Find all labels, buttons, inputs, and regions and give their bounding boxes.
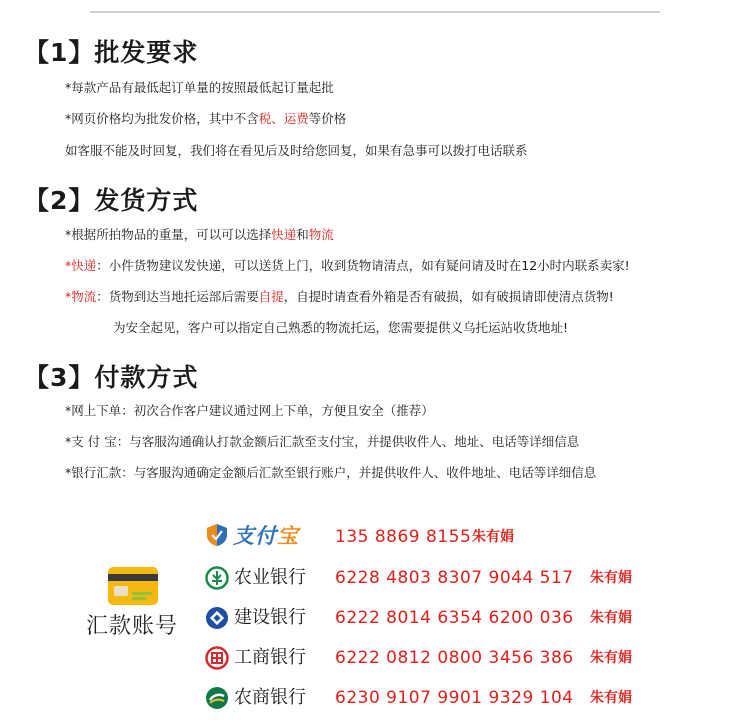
bank-account-number: 6222 8014 6354 6200 036: [335, 608, 574, 628]
bank-row-abc: [205, 563, 725, 593]
bank-account-number: 6228 4803 8307 9044 517: [335, 568, 574, 588]
alipay-logo-part: 支付: [233, 524, 277, 548]
alipay-logo-part: 宝: [277, 524, 299, 548]
remit-account-label: 汇款账号: [86, 614, 179, 639]
bank-name: 农业银行: [234, 567, 306, 588]
bank-name: 农商银行: [234, 687, 306, 708]
shipping-line-2: [65, 257, 630, 275]
shipping-line-4: [113, 319, 568, 337]
top-divider: [90, 11, 660, 13]
highlight-span: 税、运费: [258, 111, 309, 126]
text-span: *根据所拍物品的重量，可以可以选择: [65, 227, 272, 242]
text-span: ：小件货物建议发快递，可以送货上门，收到货物请清点，如有疑问请及时在12小时内联系卖家!: [96, 258, 630, 273]
text-span: *支 付 宝：与客服沟通确认打款金额后汇款至支付宝，并提供收件人、地址、电话等详细信息: [65, 434, 580, 449]
highlight-span: 物流: [308, 227, 334, 242]
text-span: *网上下单：初次合作客户建议通过网上下单，方便且安全（推荐）: [65, 403, 434, 418]
text-span: *银行汇款：与客服沟通确定金额后汇款至银行账户，并提供收件人、收件地址、电话等详细信息: [65, 465, 597, 480]
wholesale-line-2: [65, 110, 346, 128]
ccb-bank-icon: [205, 606, 229, 630]
bank-holder-name: 朱有娟: [590, 610, 632, 626]
text-span: *每款产品有最低起订单量的按照最低起订量起批: [65, 80, 334, 95]
rcb-bank-icon: [205, 686, 229, 710]
alipay-account-number: 135 8869 8155: [335, 527, 472, 547]
payment-line-2: [65, 433, 579, 451]
section-heading-wholesale: 【1】批发要求: [24, 38, 199, 67]
text-span: 和: [296, 227, 309, 242]
alipay-shield-icon: [205, 523, 229, 547]
highlight-span: 快递: [271, 227, 297, 242]
bank-row-ccb: [205, 603, 725, 633]
bank-holder-name: 朱有娟: [590, 690, 632, 706]
alipay-holder-name: 朱有娟: [472, 529, 514, 545]
highlight-span: 自提: [258, 289, 284, 304]
icbc-bank-icon: [205, 646, 229, 670]
bank-holder-name: 朱有娟: [590, 570, 632, 586]
section-heading-payment: 【3】付款方式: [24, 363, 199, 392]
bank-account-number: 6230 9107 9901 9329 104: [335, 688, 574, 708]
highlight-span: *快递: [65, 258, 97, 273]
wholesale-line-1: [65, 79, 334, 97]
bank-name: 建设银行: [234, 607, 306, 628]
bank-holder-name: 朱有娟: [590, 650, 632, 666]
bank-account-number: 6222 0812 0800 3456 386: [335, 648, 574, 668]
text-span: ，自提时请查看外箱是否有破损，如有破损请即使清点货物!: [283, 289, 614, 304]
bank-row-icbc: [205, 643, 725, 673]
payment-line-3: [65, 464, 596, 482]
alipay-logo-text: [233, 522, 299, 550]
section-heading-shipping: 【2】发货方式: [24, 186, 199, 215]
payment-line-1: [65, 402, 434, 420]
wholesale-line-3: [65, 142, 528, 160]
bank-name: 工商银行: [234, 647, 306, 668]
alipay-row: [205, 522, 725, 552]
shipping-line-3: [65, 288, 614, 306]
text-span: *网页价格均为批发价格，其中不含: [65, 111, 259, 126]
text-span: ：货物到达当地托运部后需要: [96, 289, 259, 304]
text-span: 为安全起见，客户可以指定自己熟悉的物流托运，您需要提供义乌托运站收货地址!: [113, 320, 569, 335]
highlight-span: *物流: [65, 289, 97, 304]
text-span: 如客服不能及时回复，我们将在看见后及时给您回复，如果有急事可以拨打电话联系: [65, 143, 528, 158]
bank-card-icon: [108, 567, 158, 605]
abc-bank-icon: [205, 566, 229, 590]
text-span: 等价格: [308, 111, 347, 126]
shipping-line-1: [65, 226, 334, 244]
bank-row-rcb: [205, 683, 725, 713]
